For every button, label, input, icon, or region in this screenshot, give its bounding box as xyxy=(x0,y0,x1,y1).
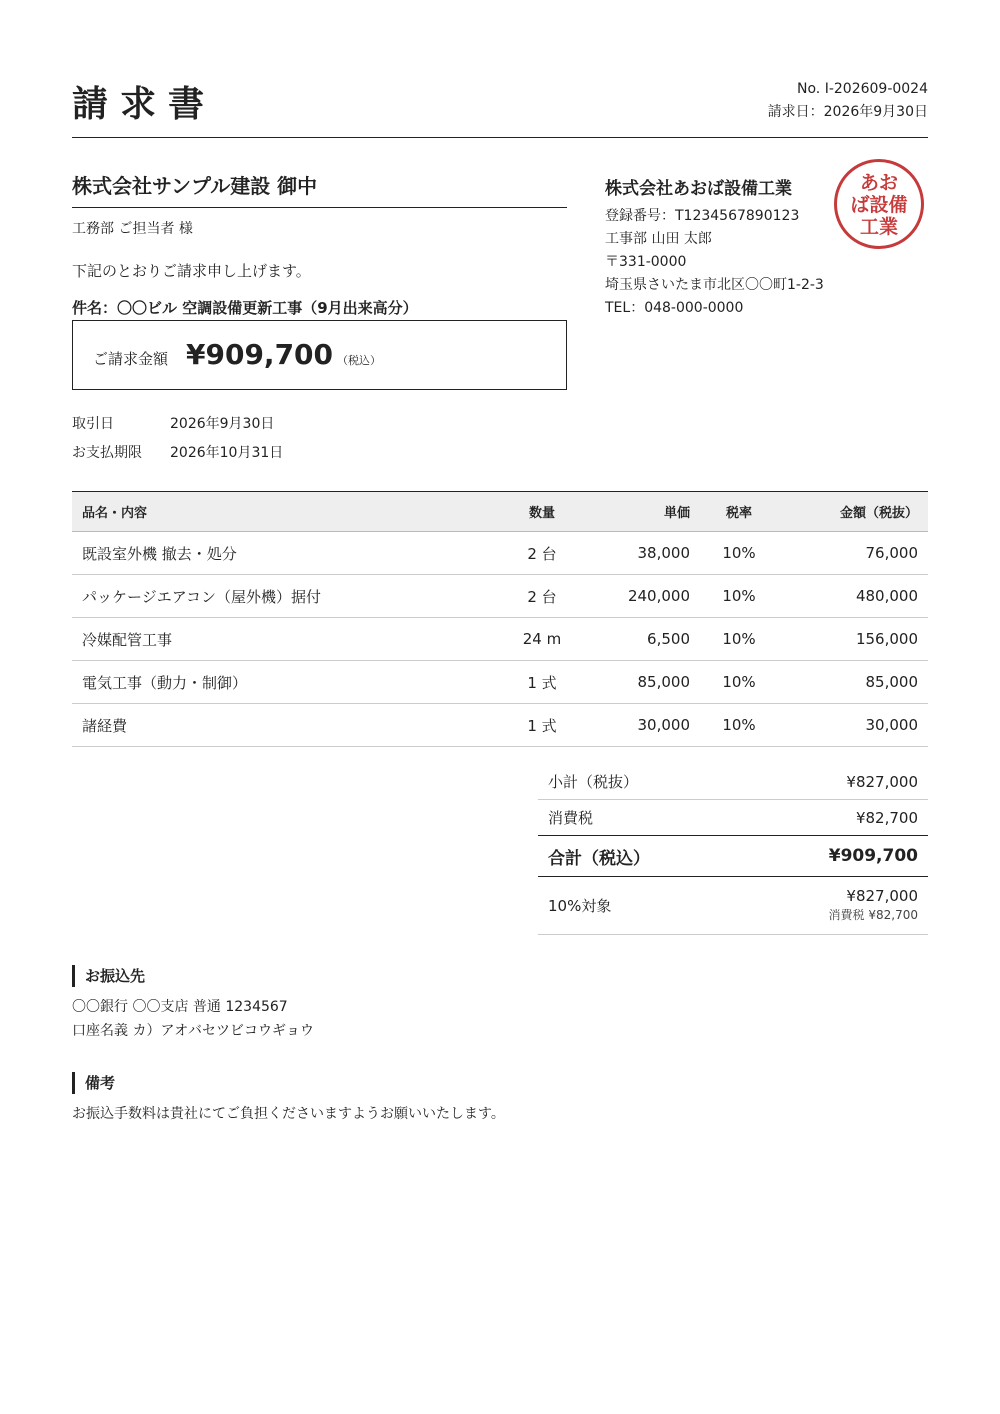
billing-amount-value: ¥909,700 xyxy=(186,338,334,371)
item-amount: 156,000 xyxy=(778,618,928,661)
bank-account-holder: 口座名義 カ）アオバセツビコウギョウ xyxy=(72,1023,315,1039)
item-unit-price: 240,000 xyxy=(607,575,700,618)
seal-line: ば設備 xyxy=(850,194,908,216)
document-meta xyxy=(768,78,928,124)
billing-amount-tax-note: （税込） xyxy=(337,354,381,367)
item-name: 既設室外機 撤去・処分 xyxy=(72,532,477,575)
tax-target-values xyxy=(829,887,918,925)
subtotal-row xyxy=(538,764,928,800)
item-unit-price: 6,500 xyxy=(607,618,700,661)
issuer-address: 埼玉県さいたま市北区〇〇町1-2-3 xyxy=(605,277,824,293)
table-header-row xyxy=(72,492,928,532)
issue-date: 請求日：2026年9月30日 xyxy=(767,104,928,120)
bank-account-line: 〇〇銀行 〇〇支店 普通 1234567 xyxy=(72,999,288,1015)
header-quantity: 数量 xyxy=(477,492,607,532)
item-name: 冷媒配管工事 xyxy=(72,618,477,661)
intro-text: 下記のとおりご請求申し上げます。 xyxy=(72,262,311,280)
date-value: 2026年10月31日 xyxy=(170,444,284,461)
date-list xyxy=(72,408,283,466)
payment-due-row xyxy=(72,437,283,466)
issuer-registration: 登録番号：T1234567890123 xyxy=(605,208,800,224)
total-row xyxy=(538,836,928,877)
issuer-person: 工事部 山田 太郎 xyxy=(605,231,712,247)
item-amount: 30,000 xyxy=(778,704,928,747)
header-item-name: 品名・内容 xyxy=(72,492,477,532)
bank-section xyxy=(72,965,314,1043)
transaction-date-row xyxy=(72,408,283,437)
issuer-tel: TEL：048-000-0000 xyxy=(605,300,744,316)
header-unit-price: 単価 xyxy=(607,492,700,532)
notes-section-title: 備考 xyxy=(72,1072,505,1094)
bank-section-title: お振込先 xyxy=(72,965,314,987)
document-header xyxy=(72,72,928,138)
tax-target-label: 10%対象 xyxy=(548,897,612,915)
date-label: 取引日 xyxy=(72,415,114,432)
total-label: 合計（税込） xyxy=(548,848,650,869)
item-quantity: 2 台 xyxy=(477,575,607,618)
header-amount: 金額（税抜） xyxy=(778,492,928,532)
tax-target-amount: ¥827,000 xyxy=(846,886,918,905)
date-label: お支払期限 xyxy=(72,444,142,461)
billing-amount-box xyxy=(72,320,567,390)
item-name: 電気工事（動力・制御） xyxy=(72,661,477,704)
notes-section xyxy=(72,1072,505,1126)
table-row xyxy=(72,618,928,661)
item-amount: 85,000 xyxy=(778,661,928,704)
issuer-postal: 〒331-0000 xyxy=(605,254,687,270)
item-tax-rate: 10% xyxy=(700,661,778,704)
tax-row xyxy=(538,800,928,836)
recipient-block xyxy=(72,170,567,318)
item-quantity: 1 式 xyxy=(477,661,607,704)
company-seal-stamp xyxy=(834,159,924,249)
item-unit-price: 30,000 xyxy=(607,704,700,747)
notes-text: お振込手数料は貴社にてご負担くださいますようお願いいたします。 xyxy=(72,1106,505,1122)
date-value: 2026年9月30日 xyxy=(170,415,275,432)
item-unit-price: 85,000 xyxy=(607,661,700,704)
item-quantity: 1 式 xyxy=(477,704,607,747)
item-tax-rate: 10% xyxy=(700,618,778,661)
issuer-name: 株式会社あおば設備工業 xyxy=(605,179,792,199)
item-unit-price: 38,000 xyxy=(607,532,700,575)
item-tax-rate: 10% xyxy=(700,704,778,747)
invoice-number: No. I-202609-0024 xyxy=(797,81,928,97)
table-row xyxy=(72,661,928,704)
subtotal-label: 小計（税抜） xyxy=(548,773,639,791)
tax-value: ¥82,700 xyxy=(855,808,918,827)
item-tax-rate: 10% xyxy=(700,532,778,575)
item-name: パッケージエアコン（屋外機）据付 xyxy=(72,575,477,618)
subtotal-value: ¥827,000 xyxy=(846,772,918,791)
seal-line: あお xyxy=(859,172,898,194)
item-name: 諸経費 xyxy=(72,704,477,747)
totals-block xyxy=(538,764,928,935)
header-tax-rate: 税率 xyxy=(700,492,778,532)
recipient-name: 株式会社サンプル建設 御中 xyxy=(72,170,567,208)
tax-target-row xyxy=(538,877,928,935)
tax-target-tax: 消費税 ¥82,700 xyxy=(828,907,918,922)
line-items-table xyxy=(72,491,928,747)
item-quantity: 24 m xyxy=(477,618,607,661)
table-row xyxy=(72,704,928,747)
total-value: ¥909,700 xyxy=(828,846,918,866)
billing-amount-label: ご請求金額 xyxy=(93,350,169,368)
recipient-department: 工務部 ご担当者 様 xyxy=(72,221,193,237)
seal-line: 工業 xyxy=(859,216,898,238)
table-row xyxy=(72,575,928,618)
subject-line: 件名：〇〇ビル 空調設備更新工事（9月出来高分） xyxy=(72,299,418,317)
item-quantity: 2 台 xyxy=(477,532,607,575)
item-amount: 480,000 xyxy=(778,575,928,618)
document-title: 請求書 xyxy=(72,84,217,125)
tax-label: 消費税 xyxy=(548,809,594,827)
item-tax-rate: 10% xyxy=(700,575,778,618)
table-row xyxy=(72,532,928,575)
item-amount: 76,000 xyxy=(778,532,928,575)
